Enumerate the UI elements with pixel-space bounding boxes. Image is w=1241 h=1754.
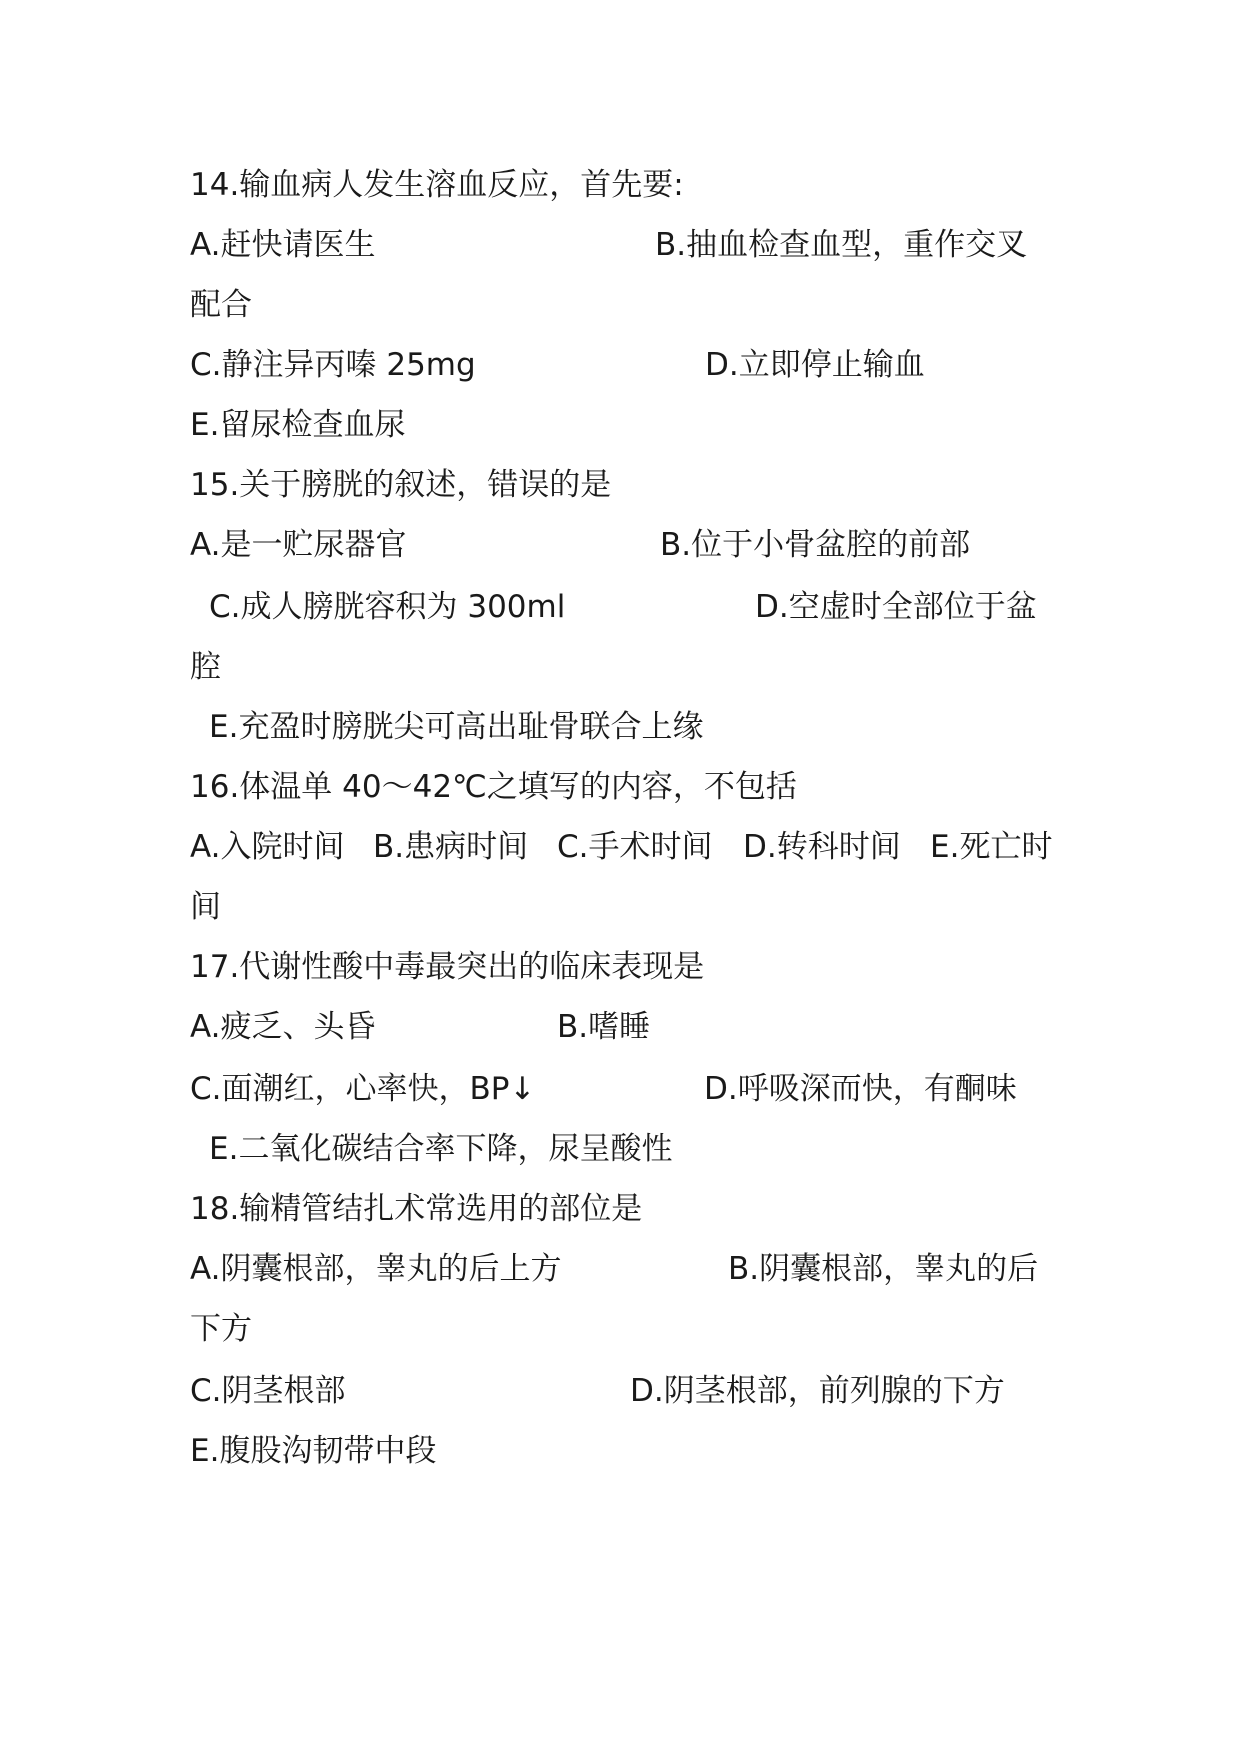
question-16-options xyxy=(190,822,1070,872)
question-15-stem xyxy=(190,460,1070,510)
option-d: D.立即停止输血 xyxy=(705,347,925,383)
option-e: E.死亡时 xyxy=(930,829,1053,865)
question-15-option-e xyxy=(190,702,1070,752)
option-c: C.手术时间 xyxy=(557,829,713,865)
option-a: A.阴囊根部，睾丸的后上方 xyxy=(190,1251,562,1287)
option-e: E.腹股沟韧带中段 xyxy=(190,1433,437,1469)
option-e: E.留尿检查血尿 xyxy=(190,407,406,443)
option-b: B.位于小骨盆腔的前部 xyxy=(660,527,971,563)
question-15-option-d-continued xyxy=(190,642,1070,692)
question-stem-text: 17.代谢性酸中毒最突出的临床表现是 xyxy=(190,949,705,985)
option-d: D.呼吸深而快，有酮味 xyxy=(704,1071,1017,1107)
question-stem-text: 14.输血病人发生溶血反应，首先要: xyxy=(190,167,684,203)
question-stem-text: 18.输精管结扎术常选用的部位是 xyxy=(190,1191,643,1227)
question-17-options-cd xyxy=(190,1064,1070,1114)
question-18-options-ab xyxy=(190,1244,1070,1294)
option-e: E.充盈时膀胱尖可高出耻骨联合上缘 xyxy=(209,709,704,745)
question-16-stem xyxy=(190,762,1070,812)
question-stem-text: 15.关于膀胱的叙述，错误的是 xyxy=(190,467,612,503)
question-15-options-cd xyxy=(190,582,1070,632)
question-stem-text: 16.体温单 40～42℃之填写的内容，不包括 xyxy=(190,769,797,805)
question-14-option-e xyxy=(190,400,1070,450)
question-18-option-e xyxy=(190,1426,1070,1476)
option-a: A.疲乏、头昏 xyxy=(190,1009,376,1045)
option-e-continued: 间 xyxy=(190,889,221,925)
question-18-option-b-continued xyxy=(190,1304,1070,1354)
question-17-options-ab xyxy=(190,1002,1070,1052)
option-b: B.阴囊根部，睾丸的后 xyxy=(728,1251,1039,1287)
question-17-stem xyxy=(190,942,1070,992)
option-c: C.面潮红，心率快，BP↓ xyxy=(190,1071,536,1107)
question-15-options-ab xyxy=(190,520,1070,570)
option-d: D.阴茎根部，前列腺的下方 xyxy=(630,1373,1005,1409)
question-17-option-e xyxy=(190,1124,1070,1174)
option-e: E.二氧化碳结合率下降，尿呈酸性 xyxy=(209,1131,673,1167)
option-d: D.转科时间 xyxy=(743,829,901,865)
question-14-options-ab xyxy=(190,220,1070,270)
option-b: B.抽血检查血型，重作交叉 xyxy=(655,227,1028,263)
option-d-continued: 腔 xyxy=(190,649,221,685)
question-18-stem xyxy=(190,1184,1070,1234)
question-18-options-cd xyxy=(190,1366,1070,1416)
question-14-option-b-continued xyxy=(190,280,1070,330)
option-b: B.患病时间 xyxy=(373,829,529,865)
option-a: A.入院时间 xyxy=(190,829,345,865)
option-c: C.静注异丙嗪 25mg xyxy=(190,347,476,383)
option-a: A.是一贮尿器官 xyxy=(190,527,407,563)
question-16-option-e-continued xyxy=(190,882,1070,932)
option-d: D.空虚时全部位于盆 xyxy=(755,589,1037,625)
option-b: B.嗜睡 xyxy=(557,1009,651,1045)
option-a: A.赶快请医生 xyxy=(190,227,376,263)
question-14-options-cd xyxy=(190,340,1070,390)
option-b-continued: 配合 xyxy=(190,287,252,323)
option-b-continued: 下方 xyxy=(190,1311,252,1347)
option-c: C.成人膀胱容积为 300ml xyxy=(209,589,566,625)
question-14-stem xyxy=(190,160,1070,210)
option-c: C.阴茎根部 xyxy=(190,1373,346,1409)
